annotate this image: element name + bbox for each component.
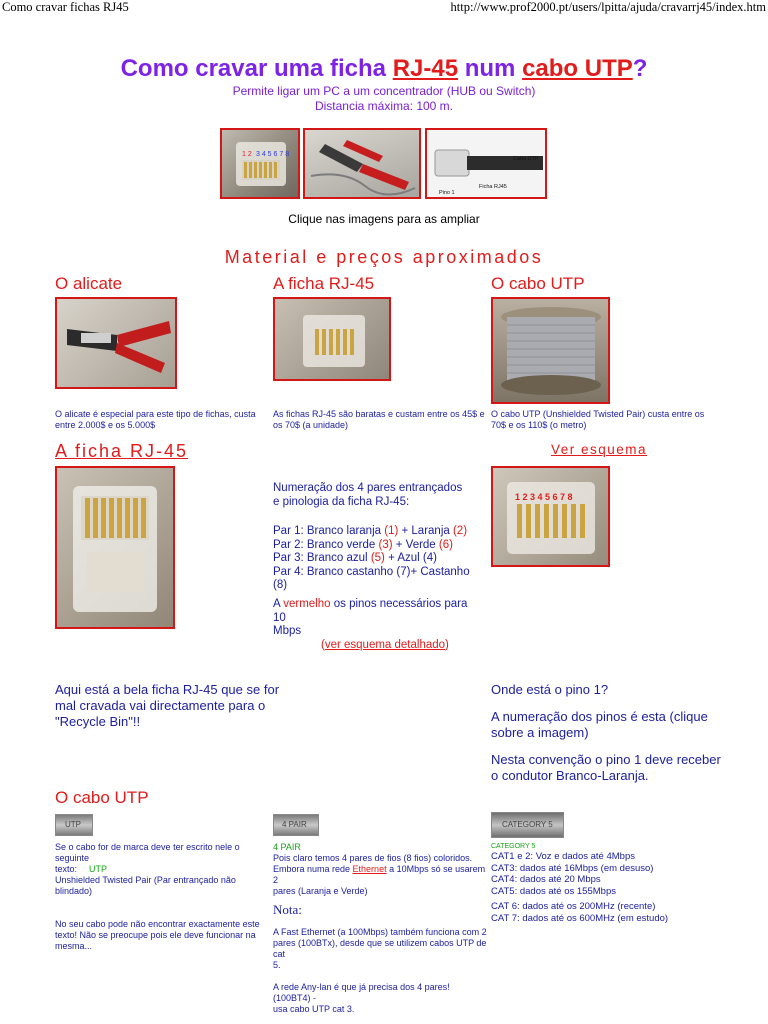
crimper-image xyxy=(305,130,419,197)
ficha-text: As fichas RJ-45 são baratas e custam entre os 45$ e os 70$ (a unidade) xyxy=(273,409,485,430)
gallery-photo-crimper[interactable] xyxy=(303,128,421,199)
cat-6: CAT 6: dados até os 200MHz (recente) xyxy=(491,901,656,912)
cabo-col1: Se o cabo for de marca deve ter escrito nele o seguinte texto: UTP Unshielded Twisted Pair (Par entrançado não blindado) No seu cabo pode não encontrar exactamente este texto! Não se preocupe pois ele deve funcionar na mesma... xyxy=(55,842,260,951)
par-3: Par 3: Branco azul (5) + Azul (4) xyxy=(273,552,437,564)
category5-cable-photo: CATEGORY 5 xyxy=(491,812,564,838)
gallery-caption: Clique nas imagens para as ampliar xyxy=(288,212,480,226)
nota-heading: Nota: xyxy=(273,902,302,917)
ver-esquema-detalhado: (ver esquema detalhado) xyxy=(321,639,449,651)
ficha-heading: A ficha RJ-45 xyxy=(273,274,375,293)
browser-url[interactable]: http://www.prof2000.pt/users/lpitta/ajuda/cravarrj45/index.htm xyxy=(450,0,766,14)
cat-5: CAT5: dados até os 155Mbps xyxy=(491,885,616,897)
alicate-photo[interactable] xyxy=(55,297,177,389)
ver-esquema-detalhado-link[interactable]: ver esquema detalhado xyxy=(324,639,446,651)
cat-4: CAT4: dados até 20 Mbps xyxy=(491,874,601,885)
cabo-text: O cabo UTP (Unshielded Twisted Pair) custa entre os 70$ e os 110$ (o metro) xyxy=(491,409,705,430)
cat-7: CAT 7: dados até os 600MHz (em estudo) xyxy=(491,912,669,924)
cabo-utp-title-link[interactable]: cabo UTP xyxy=(522,55,633,82)
cabo-heading: O cabo UTP xyxy=(491,274,585,293)
svg-text:3 4 5 6 7 8: 3 4 5 6 7 8 xyxy=(256,151,290,158)
labeled-connector-image xyxy=(427,130,545,197)
alicate-text: O alicate é especial para este tipo de fichas, custa entre 2.000$ e os 5.000$ xyxy=(55,409,256,430)
subtitle-2: Distancia máxima: 100 m. xyxy=(314,99,454,113)
par-2: Par 2: Branco verde (3) + Verde (6) xyxy=(273,538,453,551)
rj45-title-link[interactable]: RJ-45 xyxy=(392,55,459,82)
svg-text:Ficha RJ45: Ficha RJ45 xyxy=(479,184,507,190)
browser-page-title: Como cravar fichas RJ45 xyxy=(2,0,129,14)
cabo-col3: CATEGORY 5 CAT1 e 2: Voz e dados até 4Mbps CAT3: dados até 16Mbps (em desuso) CAT4: dados até 20 Mbps CAT5: dados até os 155Mbps CAT 6: dados até os 200MHz (recente) CAT 7: dados até os 600MHz (em estudo) xyxy=(491,842,721,924)
numeracao-text: Numeração dos 4 pares entrançados e pinologia da ficha RJ-45: xyxy=(273,482,463,508)
cabo-photo[interactable] xyxy=(491,297,610,404)
gallery-photo-connector[interactable] xyxy=(220,128,300,199)
ficha-large-photo[interactable] xyxy=(55,466,175,629)
page-title: Como cravar uma ficha RJ-45 num cabo UTP? xyxy=(120,55,648,82)
svg-text:1 2 3 4 5 6 7 8: 1 2 3 4 5 6 7 8 xyxy=(515,492,573,502)
par-1: Par 1: Branco laranja (1) + Laranja (2) xyxy=(273,525,468,537)
browser-header xyxy=(0,0,768,16)
par-4: Par 4: Branco castanho (7)+ Castanho (8) xyxy=(273,565,470,591)
alicate-heading: O alicate xyxy=(55,274,123,293)
vermelho-note: A vermelho os pinos necessários para 10 Mbps xyxy=(273,598,468,637)
cat-1-2: CAT1 e 2: Voz e dados até 4Mbps xyxy=(491,851,635,862)
4pair-cable-photo: 4 PAIR xyxy=(273,814,319,836)
pares-list xyxy=(273,525,483,593)
svg-text:Pino 1: Pino 1 xyxy=(439,190,455,196)
connector-image xyxy=(222,130,298,197)
svg-text:1 2: 1 2 xyxy=(242,151,252,158)
recycle-text: Aqui está a bela ficha RJ-45 que se for mal cravada vai directamente para o "Recycle Bin"!! xyxy=(55,682,280,729)
svg-text:Cabo UTP: Cabo UTP xyxy=(513,156,539,162)
utp-cable-photo: UTP xyxy=(55,814,93,836)
subtitle-1: Permite ligar um PC a um concentrador (HUB ou Switch) xyxy=(232,84,536,98)
pino-question: Onde está o pino 1? xyxy=(491,682,609,697)
gallery-photo-labeled[interactable] xyxy=(425,128,547,199)
pino-text: Onde está o pino 1? A numeração dos pinos é esta (clique sobre a imagem) Nesta convenção o pino 1 deve receber o condutor Branco-Laranja. xyxy=(491,682,741,784)
cabo-col2: 4 PAIR Pois claro temos 4 pares de fios (8 fios) coloridos. Embora numa rede Ethernet a 10Mbps só se usarem 2 pares (Laranja e Verde) Nota: A Fast Ethernet (a 100Mbps) também funciona com 2 pares (100BTx), desde que se utilizem cabos UTP de cat 5. A rede Any-lan é que já precisa dos 4 pares! (100BT4) - usa cabo UTP cat 3. xyxy=(273,842,489,1015)
ethernet-link[interactable]: Ethernet xyxy=(352,864,387,874)
ver-esquema-link[interactable]: Ver esquema xyxy=(551,442,648,457)
ficha-section-heading[interactable]: A ficha RJ-45 xyxy=(55,441,189,461)
ficha-photo[interactable] xyxy=(273,297,391,381)
cabo-section-heading: O cabo UTP xyxy=(55,788,149,807)
cat-3: CAT3: dados até 16Mbps (em desuso) xyxy=(491,862,654,874)
pin-numbering-photo[interactable] xyxy=(491,466,610,567)
material-title: Material e preços aproximados xyxy=(224,247,544,267)
